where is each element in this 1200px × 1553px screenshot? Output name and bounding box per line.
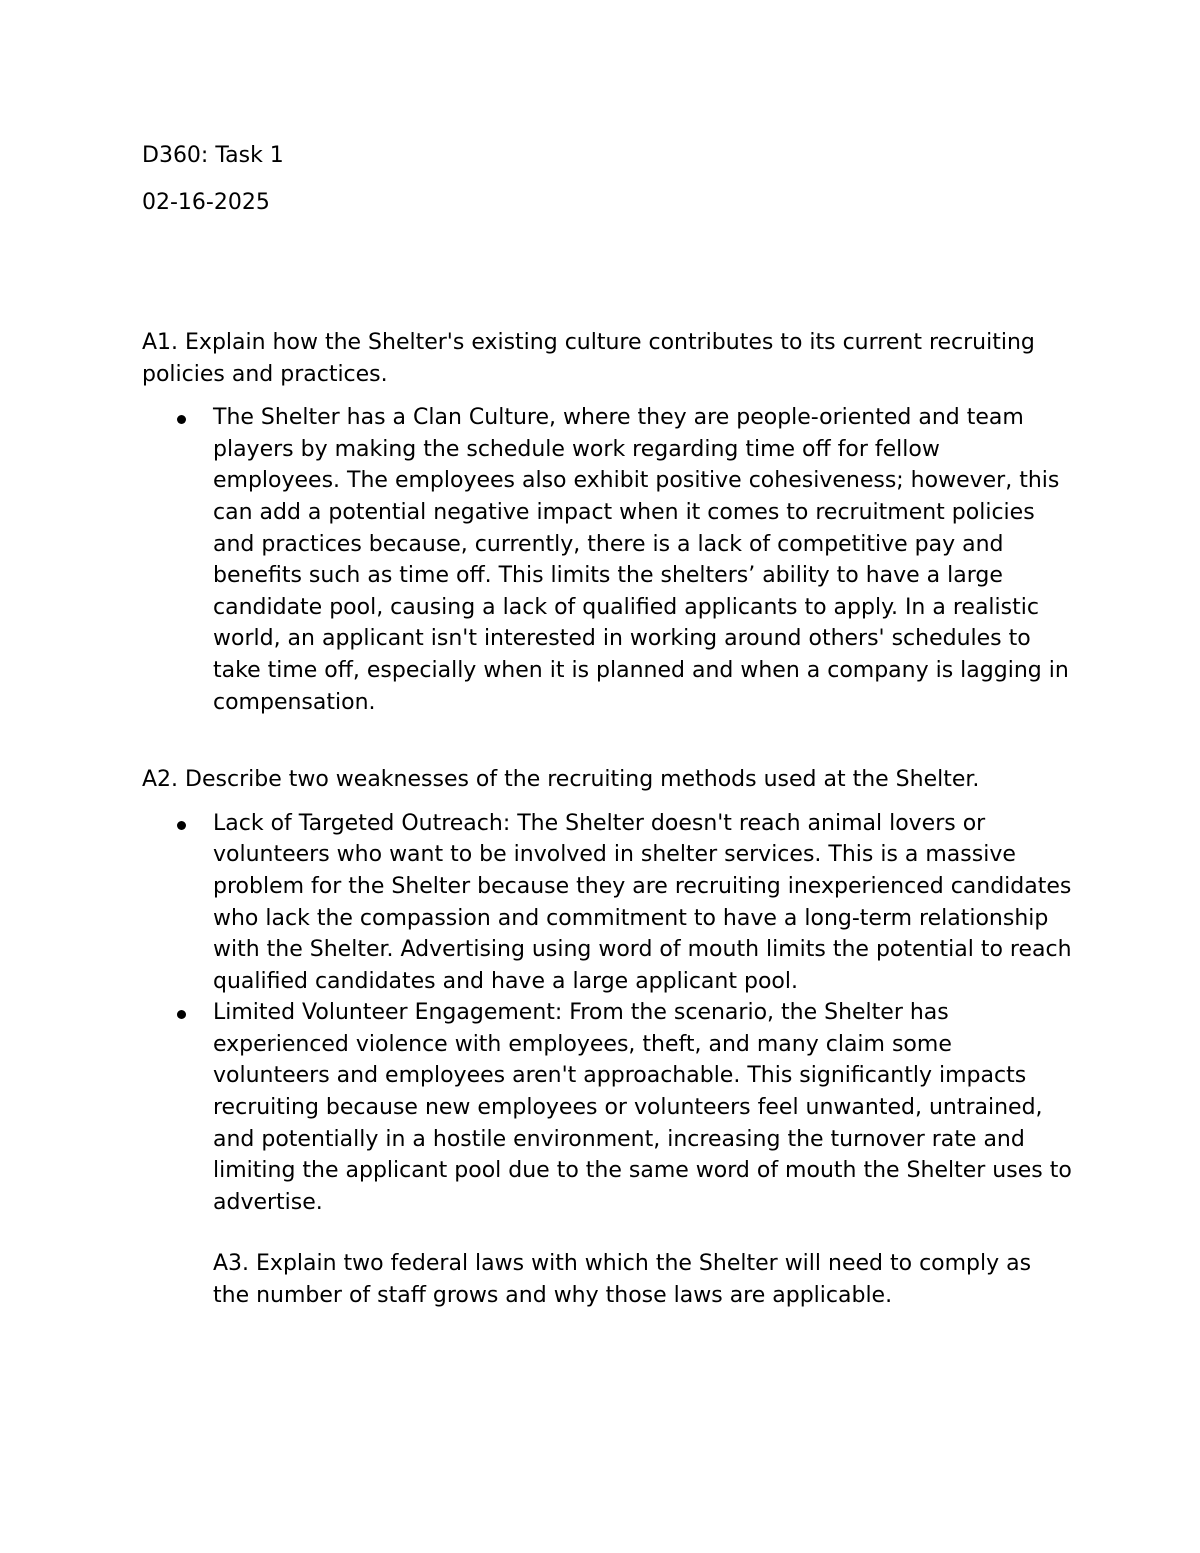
- bullet-dot-icon: [177, 1010, 186, 1019]
- question-a3: A3. Explain two federal laws with which the Shelter will need to comply as the number of staff grows and why those laws are applicable.: [213, 1251, 1032, 1309]
- a2-weakness-2-text: Limited Volunteer Engagement: From the scenario, the Shelter has experienced violence with employees, theft, and many claim some volunteers and employees aren't approachable. This significantly impacts recruiting because new employees or volunteers feel unwanted, untrained, and potentially in a hostile environment, increasing the turnover rate and limiting the applicant pool due to the same word of mouth the Shelter uses to advertise.: [213, 1000, 1072, 1215]
- question-a1: A1. Explain how the Shelter's existing culture contributes to its current recruiting policies and practices.: [142, 330, 1035, 387]
- a1-answer-list: [142, 402, 1072, 718]
- bullet-dot-icon: [177, 415, 186, 424]
- document-title: D360: Task 1: [142, 143, 284, 168]
- document-body: [142, 327, 1072, 1312]
- a2-answer-list: [142, 808, 1072, 1219]
- list-item: [142, 997, 1072, 1218]
- document-date: 02-16-2025: [142, 190, 270, 215]
- list-item: [142, 808, 1072, 998]
- bullet-dot-icon: [177, 821, 186, 830]
- list-item: [142, 402, 1072, 718]
- a1-answer-text: The Shelter has a Clan Culture, where they are people-oriented and team players by making the schedule work regarding time off for fellow employees. The employees also exhibit positive cohesiveness; however, this can add a potential negative impact when it comes to recruitment policies and practices because, currently, there is a lack of competitive pay and benefits such as time off. This limits the shelters’ ability to have a large candidate pool, causing a lack of qualified applicants to apply. In a realistic world, an applicant isn't interested in working around others' schedules to take time off, especially when it is planned and when a company is lagging in compensation.: [213, 405, 1069, 715]
- question-a2: A2. Describe two weaknesses of the recruiting methods used at the Shelter.: [142, 767, 980, 793]
- a2-weakness-1-text: Lack of Targeted Outreach: The Shelter doesn't reach animal lovers or volunteers who want to be involved in shelter services. This is a massive problem for the Shelter because they are recruiting inexperienced candidates who lack the compassion and commitment to have a long-term relationship with the Shelter. Advertising using word of mouth limits the potential to reach qualified candidates and have a large applicant pool.: [213, 810, 1072, 994]
